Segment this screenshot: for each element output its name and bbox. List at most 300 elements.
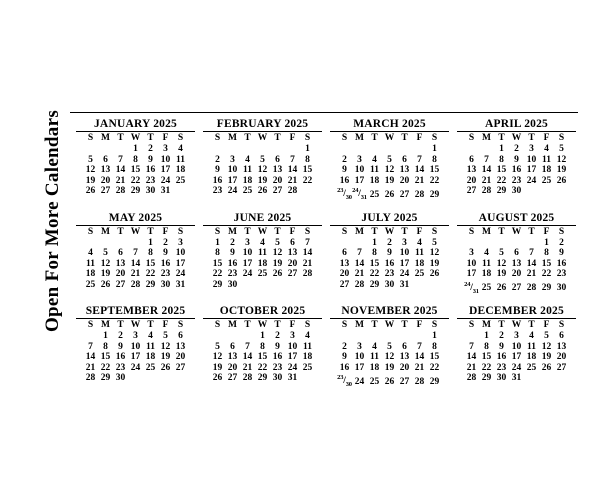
day-cell[interactable]: 30	[496, 373, 507, 384]
day-cell[interactable]: 5	[260, 154, 265, 165]
day-cell[interactable]: 18	[541, 165, 552, 175]
day-cell[interactable]: 16	[511, 165, 522, 175]
day-cell[interactable]: 2	[163, 237, 168, 248]
day-cell[interactable]: 12	[384, 352, 395, 363]
day-cell[interactable]: 3	[245, 237, 250, 248]
day-cell[interactable]: 28	[481, 186, 492, 196]
day-cell[interactable]: 10	[526, 154, 537, 165]
day-cell[interactable]: 27	[556, 362, 567, 373]
day-cell[interactable]: 19	[160, 352, 171, 363]
day-cell[interactable]: 26	[384, 189, 395, 200]
day-cell[interactable]: 7	[88, 341, 93, 352]
day-cell[interactable]: 21	[354, 269, 365, 280]
day-cell[interactable]: 13	[466, 165, 477, 175]
day-cell[interactable]: 25	[175, 175, 186, 186]
day-cell[interactable]: 3	[529, 144, 534, 154]
day-cell[interactable]: 22	[541, 269, 552, 280]
day-cell[interactable]: 10	[242, 248, 253, 259]
day-cell[interactable]: 11	[370, 352, 379, 363]
day-cell[interactable]: 6	[559, 331, 564, 342]
day-cell[interactable]: 12	[384, 165, 395, 175]
day-cell[interactable]: 9	[342, 352, 347, 363]
day-cell[interactable]: 28	[414, 189, 425, 200]
day-cell[interactable]: 1	[484, 331, 489, 342]
day-cell[interactable]: 31	[287, 373, 298, 384]
day-cell[interactable]: 10	[511, 341, 522, 352]
day-cell[interactable]: 6	[469, 154, 474, 165]
day-cell[interactable]: 15	[257, 352, 268, 363]
day-cell[interactable]: 20	[399, 362, 410, 373]
day-cell[interactable]: 23	[496, 362, 507, 373]
day-cell[interactable]: 7	[484, 154, 489, 165]
day-cell[interactable]: 28	[287, 186, 298, 196]
day-cell[interactable]: 4	[529, 331, 534, 342]
day-cell[interactable]: 4	[372, 154, 377, 165]
day-cell[interactable]: 19	[85, 175, 96, 186]
day-cell[interactable]: 12	[496, 258, 507, 269]
day-cell[interactable]: 10	[287, 341, 298, 352]
day-cell[interactable]: 18	[257, 258, 268, 269]
day-cell[interactable]: 16	[556, 258, 567, 269]
day-cell[interactable]: 23	[384, 269, 395, 280]
day-cell[interactable]: 13	[175, 341, 186, 352]
day-cell[interactable]: 20	[175, 352, 186, 363]
day-cell[interactable]: 30	[511, 186, 522, 196]
day-cell[interactable]: 7	[417, 341, 422, 352]
day-cell[interactable]: 7	[529, 248, 534, 259]
day-cell[interactable]: 22	[496, 175, 507, 186]
day-cell[interactable]: 29	[130, 186, 141, 196]
day-cell[interactable]: 22	[100, 362, 111, 373]
day-cell[interactable]: 5	[559, 144, 564, 154]
day-cell[interactable]: 10	[466, 258, 477, 269]
day-cell[interactable]: 8	[544, 248, 549, 259]
day-cell[interactable]: 31	[399, 279, 410, 290]
day-cell[interactable]: 28	[242, 373, 253, 384]
day-cell[interactable]: 18	[242, 175, 253, 186]
day-cell[interactable]: 23	[115, 362, 126, 373]
day-cell[interactable]: 29	[429, 376, 440, 387]
day-cell[interactable]: 23	[227, 269, 238, 280]
day-cell[interactable]: 17	[227, 175, 238, 186]
day-cell[interactable]: 14	[85, 352, 96, 363]
day-cell[interactable]: 5	[215, 341, 220, 352]
day-cell[interactable]: 16	[339, 362, 350, 373]
day-cell[interactable]: 11	[370, 165, 379, 175]
day-cell[interactable]: 29	[541, 283, 552, 294]
day-cell[interactable]: 30	[160, 279, 171, 290]
day-cell[interactable]: 26	[100, 279, 111, 290]
day-cell[interactable]: 31	[160, 186, 171, 196]
day-cell[interactable]: 17	[399, 258, 410, 269]
day-cell[interactable]: 8	[305, 154, 310, 165]
day-cell[interactable]: 9	[163, 248, 168, 259]
day-cell[interactable]: 3	[469, 248, 474, 259]
day-cell[interactable]: 20	[399, 175, 410, 186]
day-cell[interactable]: 8	[499, 154, 504, 165]
day-cell[interactable]: 28	[130, 279, 141, 290]
day-cell[interactable]: 25	[85, 279, 96, 290]
day-cell[interactable]: 14	[354, 258, 365, 269]
day-cell[interactable]: 8	[215, 248, 220, 259]
day-cell[interactable]: 12	[429, 248, 440, 259]
day-cell[interactable]: 10	[175, 248, 186, 259]
day-cell[interactable]: 30	[384, 279, 395, 290]
day-cell[interactable]: 1	[372, 237, 377, 248]
day-cell[interactable]: 17	[354, 175, 365, 186]
day-cell[interactable]: 26	[496, 283, 507, 294]
day-cell[interactable]: 29	[145, 279, 156, 290]
day-cell[interactable]: $^{24}/_{31}$	[352, 187, 367, 202]
day-cell[interactable]: 2	[215, 154, 220, 165]
day-cell[interactable]: 5	[275, 237, 280, 248]
day-cell[interactable]: 29	[257, 373, 268, 384]
day-cell[interactable]: 27	[339, 279, 350, 290]
day-cell[interactable]: 9	[559, 248, 564, 259]
day-cell[interactable]: 20	[466, 175, 477, 186]
day-cell[interactable]: 18	[369, 175, 380, 186]
day-cell[interactable]: 26	[384, 376, 395, 387]
day-cell[interactable]: 23	[160, 269, 171, 280]
day-cell[interactable]: 3	[402, 237, 407, 248]
day-cell[interactable]: 13	[556, 341, 567, 352]
day-cell[interactable]: 4	[260, 237, 265, 248]
day-cell[interactable]: 4	[305, 331, 310, 342]
day-cell[interactable]: 22	[429, 175, 440, 186]
day-cell[interactable]: 12	[100, 258, 111, 269]
day-cell[interactable]: 3	[178, 237, 183, 248]
day-cell[interactable]: 14	[414, 165, 425, 175]
day-cell[interactable]: 11	[482, 258, 491, 269]
day-cell[interactable]: 8	[432, 341, 437, 352]
day-cell[interactable]: 19	[541, 352, 552, 363]
day-cell[interactable]: 16	[227, 258, 238, 269]
day-cell[interactable]: 21	[414, 175, 425, 186]
day-cell[interactable]: 18	[145, 352, 156, 363]
day-cell[interactable]: 19	[212, 362, 223, 373]
day-cell[interactable]: 20	[115, 269, 126, 280]
day-cell[interactable]: 27	[227, 373, 238, 384]
day-cell[interactable]: 29	[429, 189, 440, 200]
day-cell[interactable]: 18	[175, 165, 186, 175]
day-cell[interactable]: 30	[227, 279, 238, 290]
day-cell[interactable]: 28	[115, 186, 126, 196]
day-cell[interactable]: 2	[342, 154, 347, 165]
day-cell[interactable]: 16	[272, 352, 283, 363]
day-cell[interactable]: 30	[115, 373, 126, 384]
day-cell[interactable]: 10	[354, 165, 365, 175]
day-cell[interactable]: 29	[369, 279, 380, 290]
day-cell[interactable]: 4	[245, 154, 250, 165]
day-cell[interactable]: 8	[103, 341, 108, 352]
day-cell[interactable]: 18	[85, 269, 96, 280]
day-cell[interactable]: 13	[339, 258, 350, 269]
day-cell[interactable]: 21	[414, 362, 425, 373]
day-cell[interactable]: 13	[287, 248, 298, 259]
day-cell[interactable]: 4	[178, 144, 183, 154]
day-cell[interactable]: 23	[145, 175, 156, 186]
day-cell[interactable]: 15	[429, 352, 440, 363]
day-cell[interactable]: 10	[227, 165, 238, 175]
day-cell[interactable]: 30	[556, 283, 567, 294]
day-cell[interactable]: 14	[414, 352, 425, 363]
day-cell[interactable]: 2	[148, 144, 153, 154]
day-cell[interactable]: 21	[287, 175, 298, 186]
day-cell[interactable]: 20	[100, 175, 111, 186]
day-cell[interactable]: 16	[212, 175, 223, 186]
day-cell[interactable]: 2	[559, 237, 564, 248]
day-cell[interactable]: 19	[496, 269, 507, 280]
day-cell[interactable]: 22	[212, 269, 223, 280]
day-cell[interactable]: 20	[511, 269, 522, 280]
day-cell[interactable]: 27	[287, 269, 298, 280]
day-cell[interactable]: 6	[402, 341, 407, 352]
day-cell[interactable]: 26	[160, 362, 171, 373]
day-cell[interactable]: 17	[175, 258, 186, 269]
day-cell[interactable]: 8	[484, 341, 489, 352]
day-cell[interactable]: 6	[342, 248, 347, 259]
day-cell[interactable]: 21	[481, 175, 492, 186]
day-cell[interactable]: 2	[275, 331, 280, 342]
day-cell[interactable]: 27	[100, 186, 111, 196]
day-cell[interactable]: 14	[466, 352, 477, 363]
day-cell[interactable]: 28	[354, 279, 365, 290]
day-cell[interactable]: 17	[354, 362, 365, 373]
day-cell[interactable]: 1	[215, 237, 220, 248]
day-cell[interactable]: 10	[399, 248, 410, 259]
day-cell[interactable]: 6	[103, 154, 108, 165]
day-cell[interactable]: 17	[160, 165, 171, 175]
day-cell[interactable]: 27	[272, 186, 283, 196]
day-cell[interactable]: 7	[290, 154, 295, 165]
day-cell[interactable]: 9	[387, 248, 392, 259]
day-cell[interactable]: 12	[556, 154, 567, 165]
day-cell[interactable]: 26	[429, 269, 440, 280]
day-cell[interactable]: 25	[414, 269, 425, 280]
day-cell[interactable]: 3	[230, 154, 235, 165]
day-cell[interactable]: 9	[230, 248, 235, 259]
day-cell[interactable]: 7	[357, 248, 362, 259]
day-cell[interactable]: 29	[100, 373, 111, 384]
day-cell[interactable]: 18	[481, 269, 492, 280]
day-cell[interactable]: 9	[215, 165, 220, 175]
day-cell[interactable]: 27	[115, 279, 126, 290]
day-cell[interactable]: 12	[272, 248, 283, 259]
day-cell[interactable]: 21	[242, 362, 253, 373]
day-cell[interactable]: 22	[481, 362, 492, 373]
day-cell[interactable]: 18	[526, 352, 537, 363]
day-cell[interactable]: 19	[429, 258, 440, 269]
day-cell[interactable]: 20	[339, 269, 350, 280]
day-cell[interactable]: 14	[130, 258, 141, 269]
day-cell[interactable]: 2	[230, 237, 235, 248]
day-cell[interactable]: 7	[118, 154, 123, 165]
day-cell[interactable]: 25	[257, 269, 268, 280]
day-cell[interactable]: 12	[541, 341, 552, 352]
day-cell[interactable]: 10	[354, 352, 365, 363]
day-cell[interactable]: 8	[148, 248, 153, 259]
day-cell[interactable]: 19	[556, 165, 567, 175]
day-cell[interactable]: 16	[115, 352, 126, 363]
day-cell[interactable]: 19	[384, 362, 395, 373]
day-cell[interactable]: 30	[145, 186, 156, 196]
day-cell[interactable]: 10	[130, 341, 141, 352]
day-cell[interactable]: 24	[287, 362, 298, 373]
day-cell[interactable]: 14	[526, 258, 537, 269]
day-cell[interactable]: 15	[302, 165, 313, 175]
day-cell[interactable]: 4	[544, 144, 549, 154]
day-cell[interactable]: 24	[227, 186, 238, 196]
day-cell[interactable]: 13	[399, 165, 410, 175]
day-cell[interactable]: 11	[86, 258, 95, 269]
day-cell[interactable]: 29	[496, 186, 507, 196]
day-cell[interactable]: 1	[133, 144, 138, 154]
day-cell[interactable]: 19	[100, 269, 111, 280]
day-cell[interactable]: 28	[414, 376, 425, 387]
day-cell[interactable]: 10	[160, 154, 171, 165]
day-cell[interactable]: 3	[514, 331, 519, 342]
day-cell[interactable]: 9	[118, 341, 123, 352]
day-cell[interactable]: 17	[130, 352, 141, 363]
day-cell[interactable]: 16	[384, 258, 395, 269]
day-cell[interactable]: 15	[130, 165, 141, 175]
day-cell[interactable]: 18	[369, 362, 380, 373]
day-cell[interactable]: 15	[541, 258, 552, 269]
day-cell[interactable]: 1	[432, 331, 437, 342]
day-cell[interactable]: 1	[148, 237, 153, 248]
day-cell[interactable]: 13	[115, 258, 126, 269]
day-cell[interactable]: 17	[526, 165, 537, 175]
day-cell[interactable]: 25	[302, 362, 313, 373]
day-cell[interactable]: 25	[541, 175, 552, 186]
day-cell[interactable]: 14	[302, 248, 313, 259]
day-cell[interactable]: 30	[272, 373, 283, 384]
day-cell[interactable]: 24	[399, 269, 410, 280]
day-cell[interactable]: 17	[511, 352, 522, 363]
day-cell[interactable]: 6	[402, 154, 407, 165]
day-cell[interactable]: 8	[133, 154, 138, 165]
day-cell[interactable]: 5	[544, 331, 549, 342]
day-cell[interactable]: 15	[369, 258, 380, 269]
day-cell[interactable]: 7	[469, 341, 474, 352]
day-cell[interactable]: 24	[354, 376, 365, 387]
day-cell[interactable]: 25	[145, 362, 156, 373]
day-cell[interactable]: 11	[258, 248, 267, 259]
day-cell[interactable]: 25	[242, 186, 253, 196]
day-cell[interactable]: 5	[387, 341, 392, 352]
day-cell[interactable]: 26	[541, 362, 552, 373]
day-cell[interactable]: 26	[272, 269, 283, 280]
day-cell[interactable]: 3	[133, 331, 138, 342]
day-cell[interactable]: 18	[414, 258, 425, 269]
day-cell[interactable]: 28	[302, 269, 313, 280]
day-cell[interactable]: 16	[145, 165, 156, 175]
day-cell[interactable]: 1	[260, 331, 265, 342]
day-cell[interactable]: 26	[556, 175, 567, 186]
day-cell[interactable]: 20	[556, 352, 567, 363]
day-cell[interactable]: 29	[481, 373, 492, 384]
day-cell[interactable]: 9	[342, 165, 347, 175]
day-cell[interactable]: 27	[175, 362, 186, 373]
day-cell[interactable]: 20	[272, 175, 283, 186]
day-cell[interactable]: 27	[399, 189, 410, 200]
day-cell[interactable]: $^{23}/_{30}$	[337, 187, 352, 202]
day-cell[interactable]: 2	[387, 237, 392, 248]
day-cell[interactable]: 21	[302, 258, 313, 269]
day-cell[interactable]: 7	[305, 237, 310, 248]
day-cell[interactable]: 15	[481, 352, 492, 363]
day-cell[interactable]: 13	[272, 165, 283, 175]
day-cell[interactable]: 2	[499, 331, 504, 342]
day-cell[interactable]: 20	[227, 362, 238, 373]
day-cell[interactable]: 28	[85, 373, 96, 384]
day-cell[interactable]: 17	[242, 258, 253, 269]
day-cell[interactable]: 15	[212, 258, 223, 269]
day-cell[interactable]: 9	[275, 341, 280, 352]
day-cell[interactable]: 1	[544, 237, 549, 248]
day-cell[interactable]: 24	[526, 175, 537, 186]
day-cell[interactable]: 13	[511, 258, 522, 269]
day-cell[interactable]: 3	[290, 331, 295, 342]
day-cell[interactable]: 22	[145, 269, 156, 280]
day-cell[interactable]: 28	[526, 283, 537, 294]
day-cell[interactable]: 16	[160, 258, 171, 269]
day-cell[interactable]: 6	[230, 341, 235, 352]
day-cell[interactable]: 5	[387, 154, 392, 165]
day-cell[interactable]: 14	[242, 352, 253, 363]
day-cell[interactable]: 20	[287, 258, 298, 269]
day-cell[interactable]: 5	[499, 248, 504, 259]
day-cell[interactable]: 15	[100, 352, 111, 363]
day-cell[interactable]: 29	[212, 279, 223, 290]
day-cell[interactable]: 21	[115, 175, 126, 186]
day-cell[interactable]: 23	[212, 186, 223, 196]
day-cell[interactable]: 21	[130, 269, 141, 280]
day-cell[interactable]: 22	[429, 362, 440, 373]
day-cell[interactable]: 23	[511, 175, 522, 186]
day-cell[interactable]: 6	[118, 248, 123, 259]
day-cell[interactable]: 22	[257, 362, 268, 373]
day-cell[interactable]: 4	[148, 331, 153, 342]
day-cell[interactable]: 2	[514, 144, 519, 154]
day-cell[interactable]: 9	[499, 341, 504, 352]
day-cell[interactable]: 27	[399, 376, 410, 387]
day-cell[interactable]: 28	[466, 373, 477, 384]
day-cell[interactable]: 4	[88, 248, 93, 259]
day-cell[interactable]: 21	[466, 362, 477, 373]
day-cell[interactable]: 24	[511, 362, 522, 373]
day-cell[interactable]: 18	[302, 352, 313, 363]
day-cell[interactable]: 4	[484, 248, 489, 259]
day-cell[interactable]: 3	[163, 144, 168, 154]
day-cell[interactable]: 14	[287, 165, 298, 175]
day-cell[interactable]: 12	[212, 352, 223, 363]
day-cell[interactable]: 6	[290, 237, 295, 248]
day-cell[interactable]: 16	[339, 175, 350, 186]
day-cell[interactable]: 8	[432, 154, 437, 165]
day-cell[interactable]: 26	[212, 373, 223, 384]
day-cell[interactable]: 17	[466, 269, 477, 280]
day-cell[interactable]: 31	[511, 373, 522, 384]
day-cell[interactable]: 8	[372, 248, 377, 259]
day-cell[interactable]: $^{23}/_{30}$	[337, 374, 352, 389]
day-cell[interactable]: 13	[227, 352, 238, 363]
day-cell[interactable]: 25	[369, 376, 380, 387]
day-cell[interactable]: 17	[287, 352, 298, 363]
day-cell[interactable]: 27	[511, 283, 522, 294]
day-cell[interactable]: 16	[496, 352, 507, 363]
day-cell[interactable]: 27	[466, 186, 477, 196]
